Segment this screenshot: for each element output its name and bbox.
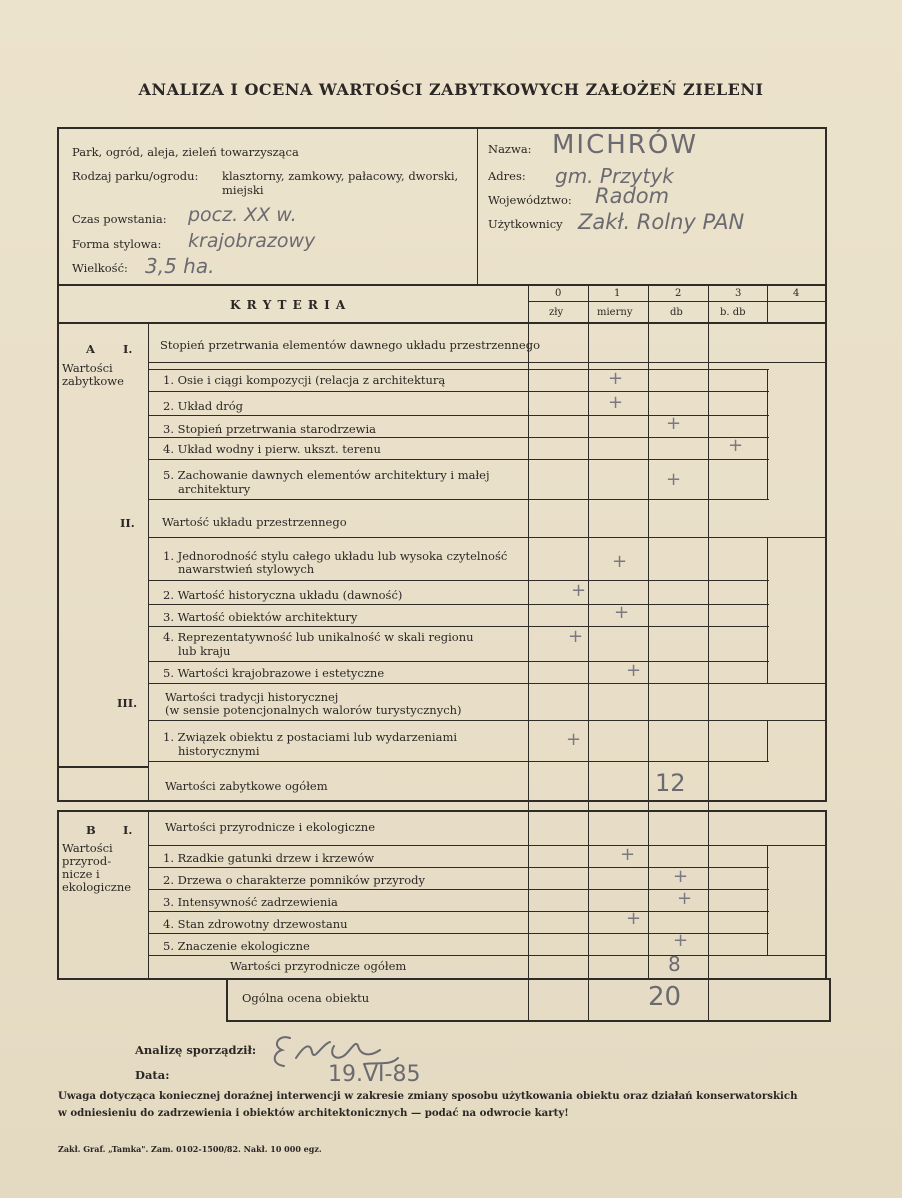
criteria-header (57, 284, 827, 324)
score-4-num: 4 (793, 288, 800, 299)
rodzaj-options: klasztorny, zamkowy, pałacowy, dworski, (222, 169, 459, 183)
score-0-name: zły (549, 307, 564, 318)
score-3-name: b. db (720, 307, 746, 318)
a-ii-row-3: 3. Wartość obiektów architektury (163, 610, 358, 624)
section-b-label-4: ekologiczne (62, 880, 132, 894)
park-type-line: Park, ogród, aleja, zieleń towarzysząca (72, 145, 299, 159)
nazwa-label: Nazwa: (488, 142, 532, 156)
adres-label: Adres: (488, 169, 526, 183)
section-b-total-label: Wartości przyrodnicze ogółem (230, 959, 407, 973)
print-info: Zakł. Graf. „Tamka". Zam. 0102-1500/82. Nakł. 10 000 egz. (58, 1144, 322, 1154)
mark-a-iii-1: + (566, 729, 582, 750)
section-a-letter: A (86, 342, 95, 356)
rodzaj-label: Rodzaj parku/ogrodu: (72, 169, 199, 183)
section-a-roman-ii: II. (120, 516, 135, 530)
score-3-num: 3 (735, 288, 742, 299)
section-b-label-2: przyrod- (62, 854, 112, 868)
section-a-label-2: zabytkowe (62, 374, 124, 388)
mark-a-i-3: + (666, 413, 682, 434)
a-i-row-1: 1. Osie i ciągi kompozycji (relacja z architekturą (163, 373, 446, 387)
section-a-iii-title: Wartości tradycji historycznej (165, 690, 339, 704)
section-b-label-1: Wartości (62, 841, 113, 855)
b-row-4: 4. Stan zdrowotny drzewostanu (163, 917, 348, 931)
mark-a-i-2: + (608, 392, 624, 413)
mark-a-ii-1: + (612, 551, 628, 572)
data-label: Data: (135, 1068, 170, 1082)
section-a-iii-title-2: (w sensie potencjonalnych walorów turystycznych) (165, 703, 462, 717)
a-ii-row-1b: nawarstwień stylowych (178, 562, 315, 576)
mark-a-ii-2: + (571, 580, 587, 601)
nazwa-value: MICHRÓW (552, 130, 699, 160)
a-i-row-5: 5. Zachowanie dawnych elementów architektury i małej (163, 468, 490, 482)
analiza-label: Analizę sporządził: (135, 1043, 257, 1057)
forma-label: Forma stylowa: (72, 237, 162, 251)
a-i-row-5b: architektury (178, 482, 251, 496)
section-b-roman-i: I. (123, 823, 133, 837)
score-2-name: db (670, 307, 683, 318)
czas-value: pocz. XX w. (188, 204, 297, 226)
mark-a-i-1: + (608, 368, 624, 389)
a-ii-row-4: 4. Reprezentatywność lub unikalność w skali regionu (163, 630, 474, 644)
b-row-1: 1. Rzadkie gatunki drzew i krzewów (163, 851, 375, 865)
date-value: 19.VI-85 (328, 1062, 421, 1087)
mark-b-2: + (673, 866, 689, 887)
score-2-num: 2 (675, 288, 682, 299)
uwaga-line-2: w odniesieniu do zadrzewienia i obiektów architektonicznych — podać na odwrocie karty! (58, 1107, 569, 1119)
section-b-label-3: nicze i (62, 867, 100, 881)
section-a-ii-title: Wartość układu przestrzennego (162, 515, 347, 529)
mark-b-4: + (626, 908, 642, 929)
mark-a-i-5: + (666, 469, 682, 490)
section-b-total-value: 8 (668, 952, 681, 976)
wielkosc-value: 3,5 ha. (145, 254, 215, 278)
b-row-2: 2. Drzewa o charakterze pomników przyrody (163, 873, 425, 887)
a-i-row-4: 4. Układ wodny i pierw. ukszt. terenu (163, 442, 381, 456)
wielkosc-label: Wielkość: (72, 261, 128, 275)
overall-label: Ogólna ocena obiektu (242, 991, 370, 1005)
a-iii-row-1b: historycznymi (178, 744, 260, 758)
section-b-letter: B (86, 823, 96, 837)
b-row-5: 5. Znaczenie ekologiczne (163, 939, 310, 953)
mark-a-ii-5: + (626, 660, 642, 681)
czas-label: Czas powstania: (72, 212, 167, 226)
section-a-total-value: 12 (655, 769, 686, 797)
uwaga-line-1: Uwaga dotycząca koniecznej doraźnej interwencji w zakresie zmiany sposobu użytkowania obiektu oraz działań konserwatorskich (58, 1090, 798, 1102)
section-a-total-label: Wartości zabytkowe ogółem (165, 779, 328, 793)
mark-a-ii-4: + (568, 626, 584, 647)
form-title: ANALIZA I OCENA WARTOŚCI ZABYTKOWYCH ZAŁOŻEŃ ZIELENI (138, 80, 764, 99)
adres-value: gm. Przytyk (555, 164, 674, 188)
uzytkownicy-value: Zakł. Rolny PAN (578, 210, 745, 234)
a-i-row-2: 2. Układ dróg (163, 399, 244, 413)
a-ii-row-1: 1. Jednorodność stylu całego układu lub wysoka czytelność (163, 549, 508, 563)
score-1-name: mierny (597, 307, 633, 318)
mark-a-i-4: + (728, 435, 744, 456)
wojewodztwo-value: Radom (595, 184, 670, 208)
overall-value: 20 (648, 982, 682, 1012)
section-a-roman-iii: III. (117, 696, 138, 710)
mark-b-3: + (677, 888, 693, 909)
forma-value: krajobrazowy (188, 230, 316, 252)
criteria-label: K R Y T E R I A (230, 298, 347, 312)
a-iii-row-1: 1. Związek obiektu z postaciami lub wydarzeniami (163, 730, 458, 744)
section-a-label-1: Wartości (62, 361, 113, 375)
score-1-num: 1 (614, 288, 621, 299)
b-row-3: 3. Intensywność zadrzewienia (163, 895, 338, 909)
mark-a-ii-3: + (614, 602, 630, 623)
uzytkownicy-label: Użytkownicy (488, 217, 563, 231)
a-ii-row-4b: lub kraju (178, 644, 231, 658)
wojewodztwo-label: Województwo: (488, 193, 572, 207)
a-i-row-3: 3. Stopień przetrwania starodrzewia (163, 422, 376, 436)
a-ii-row-2: 2. Wartość historyczna układu (dawność) (163, 588, 403, 602)
mark-b-1: + (620, 844, 636, 865)
section-a-roman-i: I. (123, 342, 133, 356)
a-ii-row-5: 5. Wartości krajobrazowe i estetyczne (163, 666, 385, 680)
section-a-i-title: Stopień przetrwania elementów dawnego układu przestrzennego (160, 338, 541, 352)
score-0-num: 0 (555, 288, 562, 299)
section-b-title: Wartości przyrodnicze i ekologiczne (165, 820, 376, 834)
rodzaj-options-2: miejski (222, 183, 264, 197)
mark-b-5: + (673, 930, 689, 951)
